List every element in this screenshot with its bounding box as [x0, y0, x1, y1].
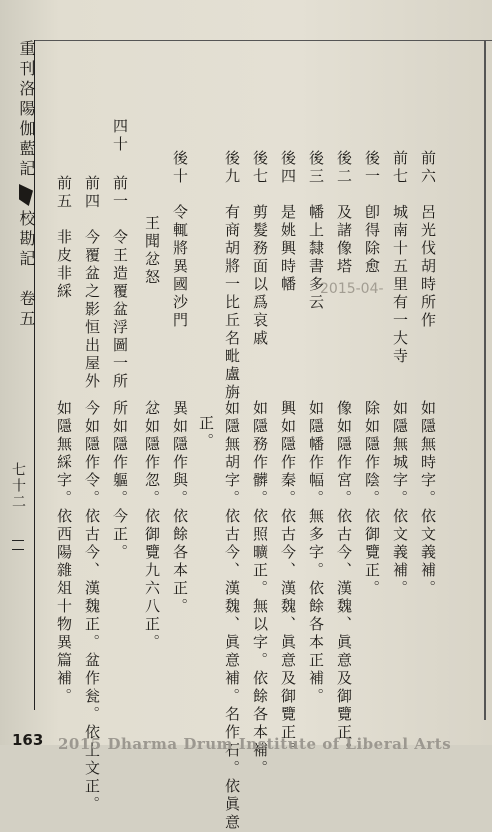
- column-8-note: 如隱無胡字。依古今、漢魏、眞意補。名作石。依眞意: [223, 400, 241, 832]
- column-1-note: 如隱無時字。依文義補。: [419, 400, 437, 598]
- column-13: [56, 175, 71, 301]
- col-text: 今覆盆之影恒出屋外: [83, 229, 101, 391]
- col-text: 令輒將異國沙門: [171, 204, 189, 330]
- watermark-text: 2015 Dharma Drum Institute of Liberal Arts: [58, 735, 452, 753]
- page-number: 163: [12, 731, 44, 749]
- column-2: [392, 150, 407, 366]
- col-ref: 後一: [363, 150, 381, 186]
- col-text: 呂光伐胡時所作: [419, 204, 437, 330]
- col-ref: 後十: [171, 150, 189, 186]
- col-ref: 後二: [335, 150, 353, 186]
- section-title: 校勘記: [17, 210, 36, 270]
- column-3-note: 除如隱作陰。依御覽正。: [363, 400, 381, 598]
- column-7-note: 如隱務作髒。依照曠正。無以字。依餘各本補。: [251, 400, 269, 778]
- col-text: 城南十五里有一大寺: [391, 204, 409, 366]
- column-5-note: 如隱幡作幅。無多字。依餘各本正補。: [307, 400, 325, 706]
- col-text: 卽得除愈: [363, 204, 381, 276]
- col-ref: 後九: [223, 150, 241, 186]
- column-6: [280, 150, 295, 294]
- column-8-continuation: 正。: [197, 415, 215, 451]
- col-ref: 前五: [55, 175, 73, 211]
- col-ref: 後七: [251, 150, 269, 186]
- column-4-note: 像如隱作宮。依古今、漢魏、眞意及御覽正。: [335, 400, 353, 760]
- column-11-note: 所如隱作軀。今正。: [111, 400, 129, 562]
- col-ref: 前七: [391, 150, 409, 186]
- column-11: [112, 175, 127, 391]
- folio-marks: [12, 540, 24, 550]
- column-2-note: 如隱無城字。依文義補。: [391, 400, 409, 598]
- column-4: [336, 150, 351, 276]
- column-7: [252, 150, 267, 348]
- section-heading-forty: 四十: [111, 118, 129, 154]
- column-9-note: 異如隱作與。依餘各本正。: [171, 400, 189, 616]
- column-13-note: 如隱無綵字。依西陽雜俎十物異篇補。: [55, 400, 73, 706]
- col-ref: 前一: [111, 175, 129, 211]
- column-6-note: 興如隱作秦。依古今、漢魏、眞意及御覽正。: [279, 400, 297, 760]
- column-10-text: 王聞忿怒: [143, 215, 161, 287]
- col-text: 及諸像塔: [335, 204, 353, 276]
- right-border-rule: [484, 40, 486, 720]
- running-title: [4, 40, 34, 330]
- column-1: [420, 150, 435, 330]
- column-3: [364, 150, 379, 276]
- column-8: [224, 150, 239, 402]
- col-text: 有商胡將一比丘名毗盧旃: [223, 204, 241, 402]
- top-border-rule: [34, 40, 492, 41]
- col-ref: 後三: [307, 150, 325, 186]
- col-ref: 前六: [419, 150, 437, 186]
- fishtail-ornament-icon: [19, 184, 33, 206]
- folio-number: 七十二: [10, 462, 26, 510]
- column-10-note: 忿如隱作忽。依御覽九六八正。: [143, 400, 161, 652]
- col-ref: 前四: [83, 175, 101, 211]
- col-text: 令王造覆盆浮圖一所: [111, 229, 129, 391]
- col-ref: 後四: [279, 150, 297, 186]
- date-stamp: 2015-04-: [320, 281, 384, 297]
- col-text: 非皮非綵: [55, 229, 73, 301]
- book-title: 重刊洛陽伽藍記: [17, 40, 36, 180]
- column-12: [84, 175, 99, 391]
- column-9: [172, 150, 187, 330]
- column-12-note: 今如隱作令。依古今、漢魏正。盆作瓮。依上文正。: [83, 400, 101, 814]
- col-text: 幡上隸書多云: [307, 204, 325, 312]
- col-text: 是姚興時幡: [279, 204, 297, 294]
- col-text: 剪髮務面以爲哀戚: [251, 204, 269, 348]
- volume-label: 卷五: [17, 290, 36, 330]
